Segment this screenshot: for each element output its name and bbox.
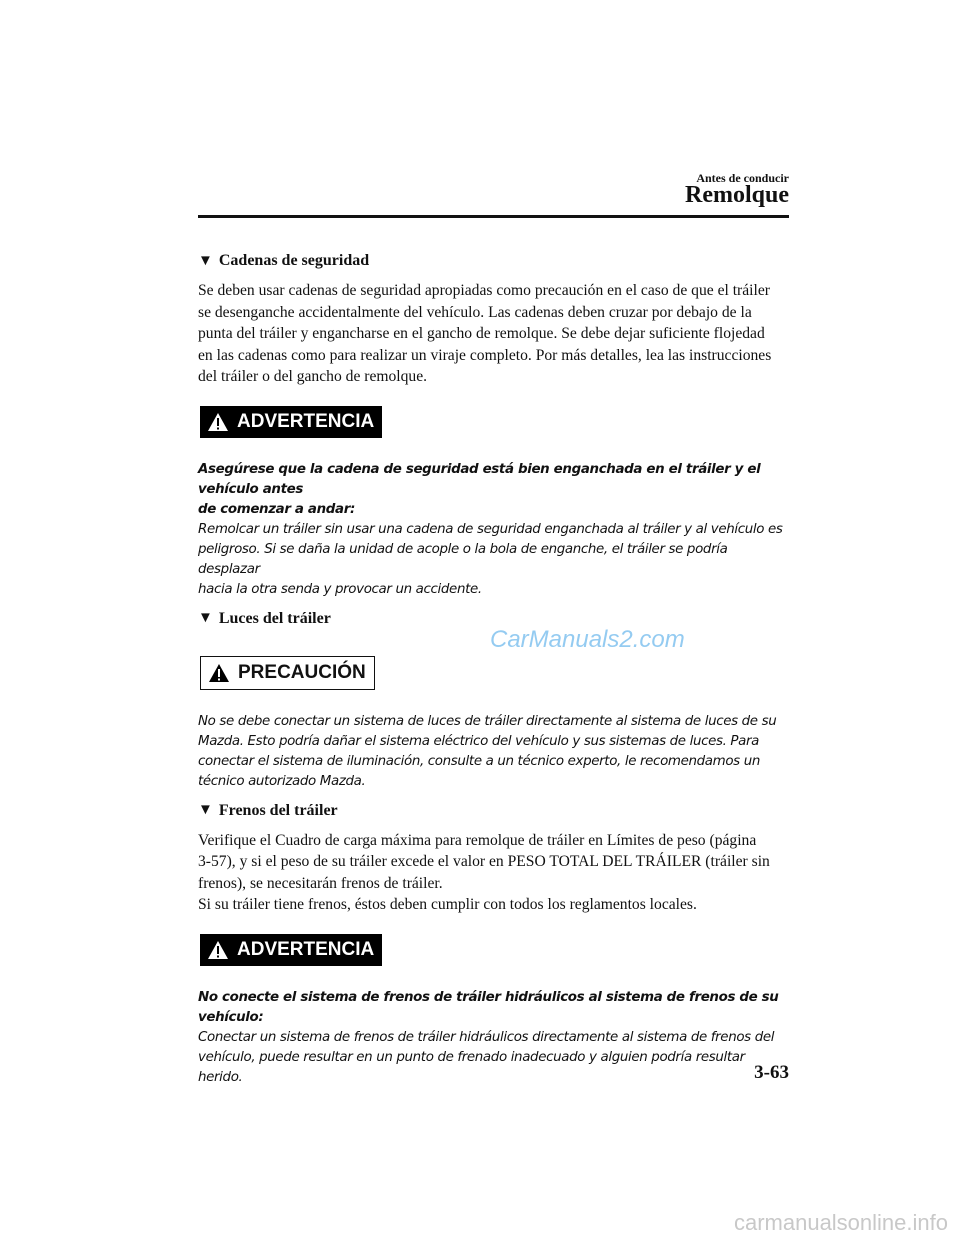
text-line: del tráiler o del gancho de remolque.: [198, 368, 428, 385]
text-line: 3-57), y si el peso de su tráiler excede el valor en PESO TOTAL DEL TRÁILER (tráiler sin: [198, 853, 770, 870]
warning-line: vehículo, puede resultar en un punto de frenado inadecuado y alguien podría resultar herido.: [198, 1049, 745, 1085]
subheading-text: Luces del tráiler: [218, 609, 331, 627]
warning-triangle-icon: [207, 412, 229, 432]
text-line: se desenganche accidentalmente del vehículo. Las cadenas deben cruzar por debajo de la: [198, 303, 752, 321]
warning-bold-line: No conecte el sistema de frenos de tráiler hidráulicos al sistema de frenos de su vehículo:: [198, 989, 779, 1025]
text-line: punta del tráiler y engancharse en el gancho de remolque. Se debe dejar suficiente flojedad: [198, 325, 765, 342]
text-line: Se deben usar cadenas de seguridad apropiadas como precaución en el caso de que el tráiler: [198, 282, 770, 299]
caution-line: No se debe conectar un sistema de luces de tráiler directamente al sistema de luces de su: [198, 713, 777, 729]
subheading-trailer-brakes: [198, 802, 790, 820]
warning-line: Conectar un sistema de frenos de tráiler hidráulicos directamente al sistema de frenos del: [198, 1029, 775, 1045]
caution-label: PRECAUCIÓN: [238, 661, 366, 683]
warning-badge: [200, 406, 382, 438]
page-content: [198, 252, 790, 1088]
warning-line: peligroso. Si se daña la unidad de acople o la bola de enganche, el tráiler se podría desplazar: [198, 541, 728, 577]
triangle-down-icon: ▼: [198, 252, 213, 269]
warning-triangle-icon: [208, 663, 230, 683]
warning-label: ADVERTENCIA: [237, 410, 375, 432]
caution-line: técnico autorizado Mazda.: [198, 773, 366, 789]
text-line: en las cadenas como para realizar un viraje completo. Por más detalles, lea las instrucciones: [198, 346, 772, 364]
caution-line: Mazda. Esto podría dañar el sistema eléctrico del vehículo y sus sistemas de luces. Para: [198, 733, 760, 749]
caution-badge: [200, 656, 375, 690]
warning-line: hacia la otra senda y provocar un accidente.: [198, 581, 482, 597]
text-line: Verifique el Cuadro de carga máxima para remolque de tráiler en Límites de peso (página: [198, 831, 757, 849]
warning-badge: [200, 934, 382, 966]
subheading-safety-chains: [198, 252, 790, 270]
chapter-title: Antes de conducir: [696, 171, 789, 185]
paragraph: [198, 830, 790, 916]
triangle-down-icon: ▼: [198, 610, 213, 626]
paragraph: [198, 280, 790, 388]
warning-line: Remolcar un tráiler sin usar una cadena de seguridad enganchada al tráiler y al vehículo es: [198, 521, 783, 537]
caution-line: conectar el sistema de iluminación, consulte a un técnico experto, le recomendamos un: [198, 753, 760, 769]
footer-site-text: carmanualsonline.info: [733, 1210, 948, 1235]
warning-text: [198, 988, 790, 1088]
warning-bold-line: Asegúrese que la cadena de seguridad está bien enganchada en el tráiler y el vehículo antes: [198, 461, 761, 497]
page-number: 3-63: [754, 1062, 789, 1083]
section-title: Remolque: [685, 182, 789, 208]
text-line: Si su tráiler tiene frenos, éstos deben cumplir con todos los reglamentos locales.: [198, 896, 697, 913]
header-rule: [198, 215, 789, 218]
subheading-text: Frenos del tráiler: [218, 801, 338, 819]
warning-text: [198, 460, 790, 600]
warning-label: ADVERTENCIA: [237, 938, 375, 960]
subheading-text: Cadenas de seguridad: [218, 252, 370, 269]
caution-text: [198, 712, 790, 792]
text-line: frenos), se necesitarán frenos de tráiler.: [198, 874, 443, 892]
subheading-trailer-lights: [198, 610, 790, 628]
watermark: CarManuals2.com: [490, 626, 685, 653]
triangle-down-icon: ▼: [198, 802, 213, 818]
warning-triangle-icon: [207, 940, 229, 960]
warning-bold-line: de comenzar a andar:: [198, 501, 355, 517]
